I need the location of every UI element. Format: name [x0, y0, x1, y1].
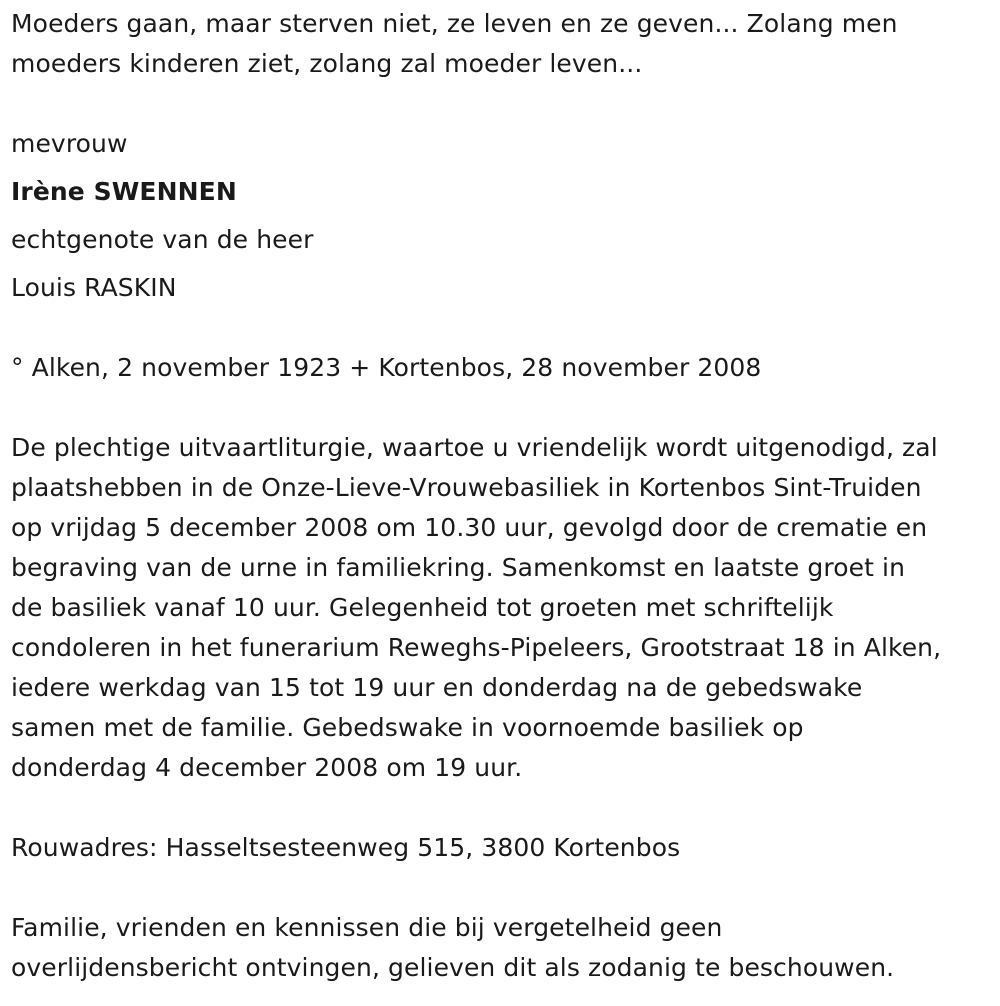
spouse-name: Louis RASKIN — [11, 273, 177, 302]
ceremony-line-2: plaatshebben in de Onze-Lieve-Vrouwebasiliek in Kortenbos Sint-Truiden — [11, 473, 922, 502]
ceremony-line-3: op vrijdag 5 december 2008 om 10.30 uur, gevolgd door de crematie en — [11, 513, 928, 542]
closing-line-2: overlijdensbericht ontvingen, gelieven dit als zodanig te beschouwen. — [11, 953, 895, 982]
mourning-address: Rouwadres: Hasseltsesteenweg 515, 3800 Kortenbos — [11, 833, 681, 862]
ceremony-line-6: condoleren in het funerarium Reweghs-Pipeleers, Grootstraat 18 in Alken, — [11, 633, 942, 662]
ceremony-line-8: samen met de familie. Gebedswake in voornoemde basiliek op — [11, 713, 804, 742]
deceased-name: Irène SWENNEN — [11, 177, 237, 206]
ceremony-line-5: de basiliek vanaf 10 uur. Gelegenheid tot groeten met schriftelijk — [11, 593, 834, 622]
ceremony-line-1: De plechtige uitvaartliturgie, waartoe u vriendelijk wordt uitgenodigd, zal — [11, 433, 938, 462]
ceremony-line-7: iedere werkdag van 15 tot 19 uur en donderdag na de gebedswake — [11, 673, 863, 702]
quote-line-2: moeders kinderen ziet, zolang zal moeder leven... — [11, 49, 643, 78]
ceremony-line-4: begraving van de urne in familiekring. Samenkomst en laatste groet in — [11, 553, 906, 582]
birth-death-dates: ° Alken, 2 november 1923 + Kortenbos, 28 november 2008 — [11, 353, 762, 382]
quote-line-1: Moeders gaan, maar sterven niet, ze leven en ze geven... Zolang men — [11, 9, 898, 38]
ceremony-line-9: donderdag 4 december 2008 om 19 uur. — [11, 753, 523, 782]
relation: echtgenote van de heer — [11, 225, 314, 254]
closing-line-1: Familie, vrienden en kennissen die bij vergetelheid geen — [11, 913, 723, 942]
salutation: mevrouw — [11, 129, 128, 158]
